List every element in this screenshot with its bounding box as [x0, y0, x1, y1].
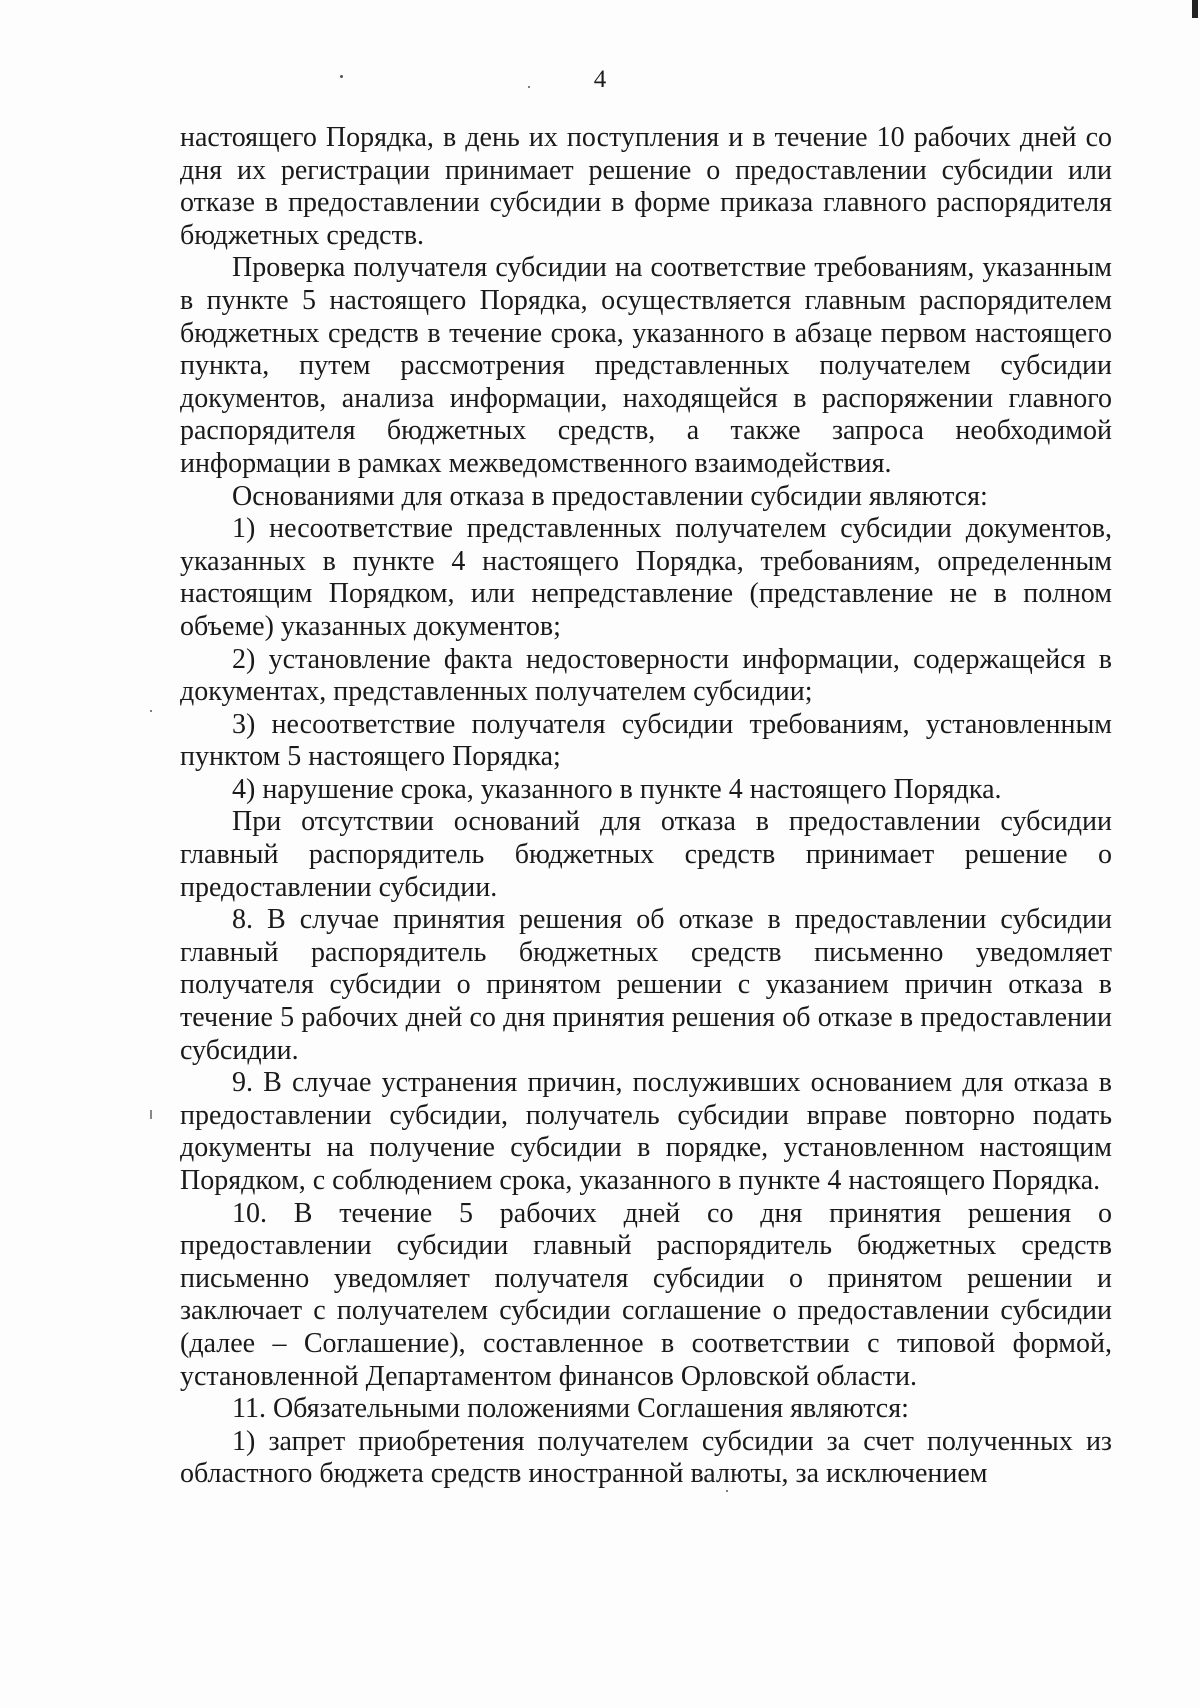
paragraph: 9. В случае устранения причин, послуживших основанием для отказа в предоставлении субсидии, получатель субсидии вправе повторно подать документы на получение субсидии в порядке, установленном настоящим Порядком, с соблюдением срока, указанного в пункте 4 настоящего Порядка. — [180, 1067, 1112, 1196]
scan-speck — [150, 1110, 152, 1119]
list-item: 1) несоответствие представленных получателем субсидии документов, указанных в пункте 4 настоящего Порядка, требованиям, определенным настоящим Порядком, или непредставление (представление не в полном объеме) указанных документов; — [180, 513, 1112, 642]
paragraph: При отсутствии оснований для отказа в предоставлении субсидии главный распорядитель бюджетных средств принимает решение о предоставлении субсидии. — [180, 806, 1112, 903]
paragraph: Основаниями для отказа в предоставлении субсидии являются: — [232, 480, 988, 512]
list-item: 2) установление факта недостоверности информации, содержащейся в документах, представленных получателем субсидии; — [180, 643, 1112, 708]
scan-edge-mark — [1192, 0, 1198, 18]
paragraph: 11. Обязательными положениями Соглашения являются: — [232, 1393, 909, 1425]
list-item: 4) нарушение срока, указанного в пункте 4 настоящего Порядка. — [232, 773, 1002, 805]
page-number: 4 — [593, 66, 607, 93]
list-item: 1) запрет приобретения получателем субсидии за счет полученных из областного бюджета средств иностранной валюты, за исключением — [180, 1425, 1112, 1490]
scan-speck — [150, 710, 152, 712]
paragraph: 10. В течение 5 рабочих дней со дня принятия решения о предоставлении субсидии главный распорядитель бюджетных средств письменно уведомляет получателя субсидии о принятом решении и заключает с получателем субсидии соглашение о предоставлении субсидии (далее – Соглашение), составленное в соответствии с типовой формой, установленной Департаментом финансов Орловской области. — [180, 1197, 1112, 1392]
document-body — [180, 122, 1112, 1491]
paragraph: 8. В случае принятия решения об отказе в предоставлении субсидии главный распорядитель бюджетных средств письменно уведомляет получателя субсидии о принятом решении с указанием причин отказа в течение 5 рабочих дней со дня принятия решения об отказе в предоставлении субсидии. — [180, 904, 1112, 1066]
list-item: 3) несоответствие получателя субсидии требованиям, установленным пунктом 5 настоящего Порядка; — [180, 708, 1112, 773]
paragraph: настоящего Порядка, в день их поступления и в течение 10 рабочих дней со дня их регистрации принимает решение о предоставлении субсидии или отказе в предоставлении субсидии в форме приказа главного распорядителя бюджетных средств. — [180, 122, 1112, 251]
paragraph: Проверка получателя субсидии на соответствие требованиям, указанным в пункте 5 настоящего Порядка, осуществляется главным распорядителем бюджетных средств в течение срока, указанного в абзаце первом настоящего пункта, путем рассмотрения представленных получателем субсидии документов, анализа информации, находящейся в распоряжении главного распорядителя бюджетных средств, а также запроса необходимой информации в рамках межведомственного взаимодействия. — [180, 252, 1112, 479]
